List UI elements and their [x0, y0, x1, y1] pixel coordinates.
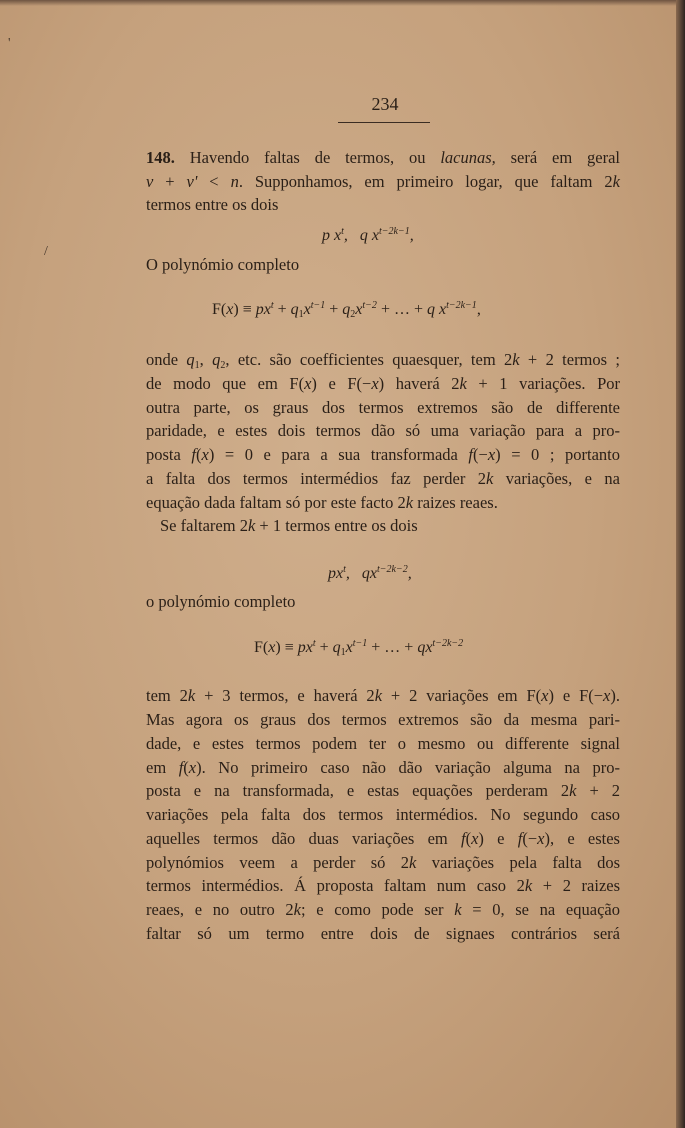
text-line: polynómios veem a perder só 2k variações pela falta dos [146, 853, 620, 872]
text-line: aquelles termos dão duas variações em f(x) e f(−x), e estes [146, 829, 620, 848]
text-line: de modo que em F(x) e F(−x) haverá 2k + 1 variações. Por [146, 374, 620, 393]
text-line: faltar só um termo entre dois de signaes contrários será [146, 924, 620, 943]
text-line: a falta dos termos intermédios faz perder 2k variações, e na [146, 469, 620, 488]
text-line: em f(x). No primeiro caso não dão variação alguma na pro- [146, 758, 620, 777]
formula-extreme-terms: p $x^t$, q $x^{t-2k-1}$, [322, 226, 414, 244]
formula-complete-polynomial: $F(x) \equiv px^t + q_1x^{t-1} + q_2x^{t-2}$ + … + q $x^{t-2k-1}$, [212, 300, 481, 320]
text-line: outra parte, os graus dos termos extremos são de differente [146, 398, 620, 417]
margin-tick: ' [8, 36, 11, 51]
text-line: o polynómio completo [146, 592, 296, 611]
text-line: dade, e estes termos podem ter o mesmo ou differente signal [146, 734, 620, 753]
formula-complete-polynomial-2: $F(x) \equiv px^t + q_1x^{t-1}$ + … + $qx^{t-2k-2}$ [254, 638, 464, 658]
text-line: reaes, e no outro 2k; e como pode ser k = 0, se na equação [146, 900, 620, 919]
text-line: tem 2k + 3 termos, e haverá 2k + 2 variações em F(x) e F(−x). [146, 686, 620, 705]
text-line: 148. Havendo faltas de termos, ou lacunas, será em geral [146, 148, 620, 167]
text-line: onde $q_1$, $q_2$, etc. são coefficientes quaesquer, tem 2k + 2 termos ; [146, 350, 620, 371]
page-number: 234 [371, 94, 399, 114]
page-top-shadow [0, 0, 685, 6]
page-right-edge [676, 0, 685, 1128]
text-line: termos intermédios. Á proposta faltam num caso 2k + 2 raizes [146, 876, 621, 895]
header-rule [338, 122, 430, 123]
text-line: variações pela falta dos termos intermédios. No segundo caso [146, 805, 620, 824]
text-line: posta e na transformada, e estas equações perderam 2k + 2 [146, 781, 620, 800]
text-line: O polynómio completo [146, 255, 300, 274]
section-number: 148. [146, 148, 175, 167]
text-line: Mas agora os graus dos termos extremos são da mesma pari- [146, 710, 620, 729]
margin-pencil-mark: / [44, 244, 48, 259]
text-line: posta f(x) = 0 e para a sua transformada f(−x) = 0 ; portanto [146, 445, 620, 464]
text-line: v + v' < n. Supponhamos, em primeiro logar, que faltam 2k [146, 172, 620, 191]
text-line: paridade, e estes dois termos dão só uma variação para a pro- [146, 421, 620, 440]
text-line: equação dada faltam só por este facto 2k raizes reaes. [146, 493, 498, 512]
text-line: termos entre os dois [146, 195, 279, 214]
text-line: Se faltarem 2k + 1 termos entre os dois [160, 516, 418, 535]
formula-extreme-terms-2: $px^t$, $qx^{t-2k-2}$, [328, 564, 412, 582]
